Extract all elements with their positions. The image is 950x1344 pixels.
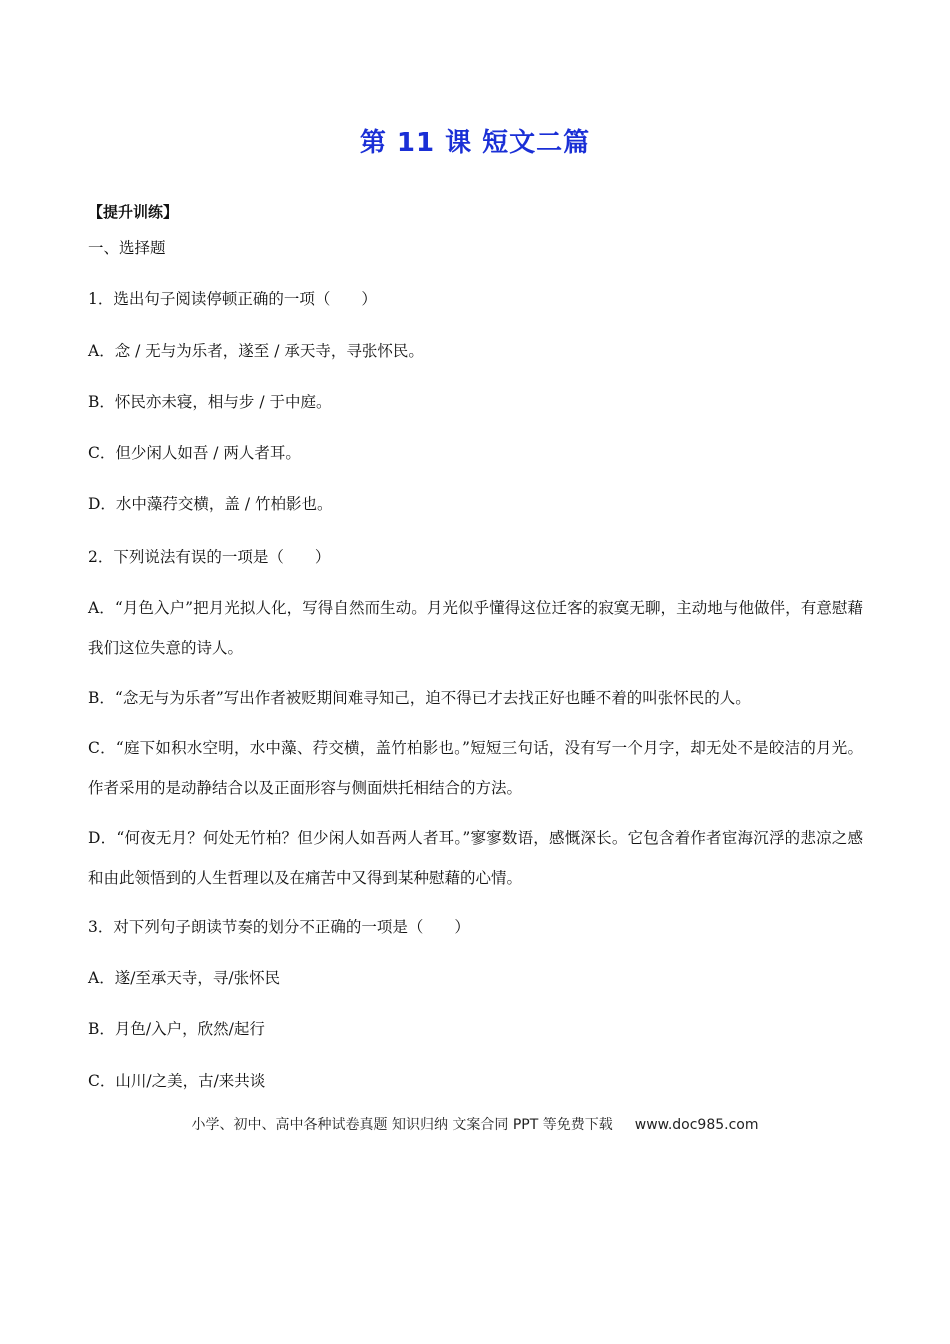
question-1-option-b: B．怀民亦未寝，相与步 / 于中庭。 — [88, 393, 332, 411]
footer-url[interactable]: www.doc985.com — [634, 1117, 759, 1133]
question-1-option-c: C．但少闲人如吾 / 两人者耳。 — [88, 444, 301, 462]
question-3-option-b: B．月色/入户，欣然/起行 — [88, 1020, 265, 1038]
question-3-option-a: A．遂/至承天寺，寻/张怀民 — [88, 969, 281, 987]
question-2-option-a: A．“月色入户”把月光拟人化，写得自然而生动。月光似乎懂得这位迁客的寂寞无聊，主动地与他做伴，有意慰藉我们这位失意的诗人。 — [88, 599, 863, 657]
footer-text: 小学、初中、高中各种试卷真题 知识归纳 文案合同 PPT 等免费下载 — [191, 1117, 613, 1133]
footer — [0, 1114, 950, 1134]
question-1-option-a: A．念 / 无与为乐者，遂至 / 承天寺，寻张怀民。 — [88, 342, 424, 360]
question-2-stem: 2．下列说法有误的一项是（ ） — [88, 548, 331, 566]
section-type: 一、选择题 — [88, 239, 166, 257]
question-1-stem: 1．选出句子阅读停顿正确的一项（ ） — [88, 290, 377, 308]
question-3-option-c: C．山川/之美，古/来共谈 — [88, 1072, 266, 1090]
question-2-option-b: B．“念无与为乐者”写出作者被贬期间难寻知己，迫不得已才去找正好也睡不着的叫张怀民的人。 — [88, 689, 751, 707]
question-1-option-d: D．水中藻荇交横，盖 / 竹柏影也。 — [88, 495, 333, 513]
question-2-option-c: C．“庭下如积水空明，水中藻、荇交横，盖竹柏影也。”短短三句话，没有写一个月字，却无处不是皎洁的月光。作者采用的是动静结合以及正面形容与侧面烘托相结合的方法。 — [88, 739, 863, 797]
question-2-option-d: D．“何夜无月？何处无竹柏？但少闲人如吾两人者耳。”寥寥数语，感慨深长。它包含着作者宦海沉浮的悲凉之感和由此领悟到的人生哲理以及在痛苦中又得到某种慰藉的心情。 — [88, 829, 863, 887]
page-title: 第 11 课 短文二篇 — [359, 128, 591, 158]
question-3-stem: 3．对下列句子朗读节奏的划分不正确的一项是（ ） — [88, 918, 470, 936]
section-label: 【提升训练】 — [88, 203, 179, 221]
